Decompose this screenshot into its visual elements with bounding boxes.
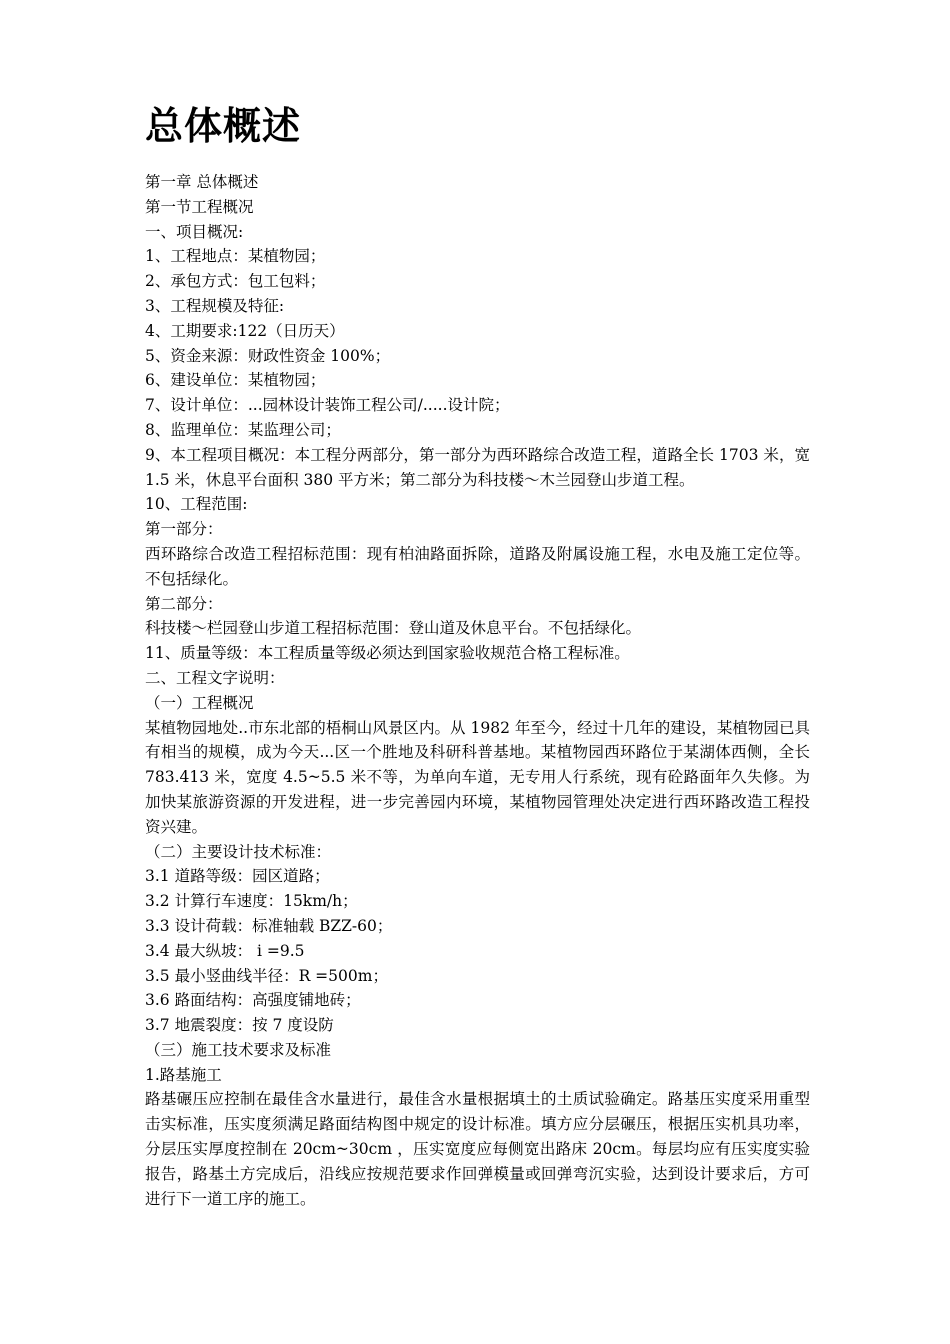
standard-item: 3.6 路面结构：高强度铺地砖； (145, 991, 361, 1010)
standard-item: 3.7 地震裂度：按 7 度设防 (145, 1016, 334, 1035)
list-item: 1、工程地点：某植物园； (145, 247, 326, 266)
part-two-text: 科技楼～栏园登山步道工程招标范围：登山道及休息平台。不包括绿化。 (145, 619, 642, 638)
subsection-three-heading: （三）施工技术要求及标准 (145, 1040, 332, 1059)
part-two-label: 第二部分： (145, 594, 223, 613)
section-two-heading: 二、工程文字说明： (145, 668, 285, 687)
quality-grade: 11、质量等级：本工程质量等级必须达到国家验收规范合格工程标准。 (145, 644, 630, 663)
subsection-one-text: 某植物园地处..市东北部的梧桐山风景区内。从 1982 年至今，经过十几年的建设，某植物园已具有相当的规模，成为今天...区一个胜地及科研科普基地。某植物园西环路位于某湖体西侧，全长 783.413 米，宽度 4.5~5.5 米不等，为单向车道，无专用人行系统，现有砼路面年久失修。为加快某旅游资源的开发进程，进一步完善园内环境，某植物园管理处决定进行西环路改造工程投资兴建。 (145, 718, 810, 836)
document-body (145, 170, 810, 1211)
list-item: 3、工程规模及特征: (145, 296, 285, 315)
list-item: 7、设计单位：...园林设计装饰工程公司/.....设计院； (145, 396, 510, 415)
list-item: 4、工期要求:122（日历天） (145, 321, 345, 340)
standard-item: 3.5 最小竖曲线半径：R =500m； (145, 966, 388, 985)
subsection-one-heading: （一）工程概况 (145, 693, 254, 712)
roadbed-heading: 1.路基施工 (145, 1065, 222, 1084)
subsection-two-heading: （二）主要设计技术标准： (145, 842, 332, 861)
part-one-label: 第一部分： (145, 520, 223, 539)
subsection-heading: 一、项目概况: (145, 222, 244, 241)
document-page (145, 96, 810, 1211)
roadbed-text: 路基碾压应控制在最佳含水量进行，最佳含水量根据填土的土质试验确定。路基压实度采用重型击实标准，压实度须满足路面结构图中规定的设计标准。填方应分层碾压，根据压实机具功率，分层压实厚度控制在 20cm~30cm ，压实宽度应每侧宽出路床 20cm。每层均应有压实度实验报告，路基土方完成后，沿线应按规范要求作回弹模量或回弹弯沉实验，达到设计要求后，方可进行下一道工序的施工。 (145, 1090, 810, 1208)
project-overview-paragraph: 9、本工程项目概况：本工程分两部分，第一部分为西环路综合改造工程，道路全长 1703 米，宽 1.5 米，休息平台面积 380 平方米；第二部分为科技楼～木兰园登山步道工程。 (145, 445, 810, 489)
list-item: 2、承包方式：包工包料； (145, 272, 326, 291)
standard-item: 3.3 设计荷载：标准轴载 BZZ-60； (145, 916, 393, 935)
list-item: 6、建设单位：某植物园； (145, 371, 326, 390)
chapter-heading: 第一章 总体概述 (145, 173, 259, 191)
list-item: 5、资金来源：财政性资金 100%； (145, 346, 391, 365)
standard-item: 3.2 计算行车速度：15km/h； (145, 892, 358, 911)
list-item: 8、监理单位：某监理公司； (145, 420, 341, 439)
document-title: 总体概述 (145, 104, 302, 148)
standard-item: 3.4 最大纵坡： i =9.5 (145, 941, 305, 960)
part-one-text: 西环路综合改造工程招标范围：现有柏油路面拆除，道路及附属设施工程，水电及施工定位等。不包括绿化。 (145, 544, 810, 588)
section-heading: 第一节工程概况 (145, 197, 254, 216)
scope-heading: 10、工程范围: (145, 495, 248, 514)
standard-item: 3.1 道路等级：园区道路； (145, 867, 330, 886)
